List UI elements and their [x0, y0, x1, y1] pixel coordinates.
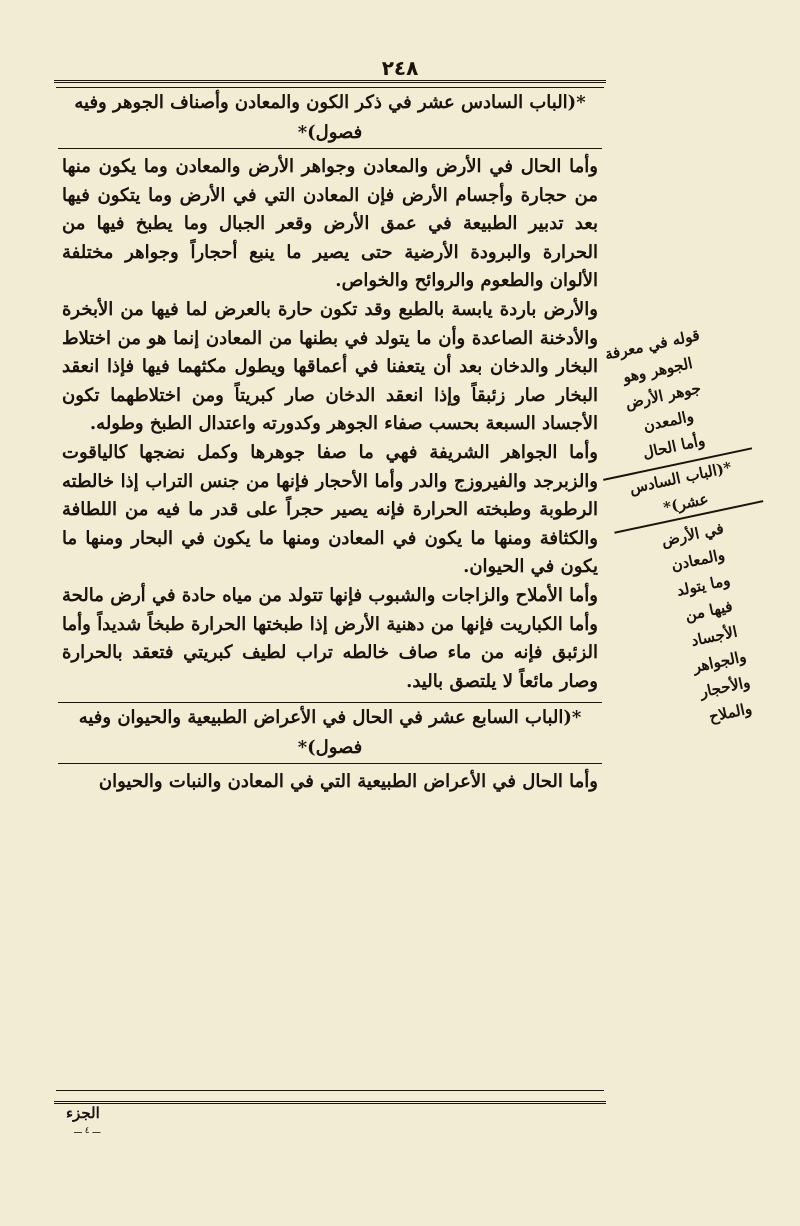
margin-line: والجواهر — [691, 647, 748, 677]
paragraph: وأما الجواهر الشريفة فهي ما صفا جوهرها وكمل نضجها كالياقوت والزبرجد والفيروزج والدر وأما الأحجار فإنها من جنس التراب إذا خالطته الرطوبة وطبخته الحرارة فإنه يصير حجراً على قدر ما فيه من اللطافة والكثافة ومنها ما يكون في المعادن ومنها ما يكون في البحار ومنها ما يكون في الحيوان. — [62, 441, 598, 578]
main-text — [62, 88, 598, 1088]
margin-line: وما يتولد — [675, 570, 732, 600]
margin-line: وأما الحال — [641, 431, 707, 462]
paragraph: وأما الأملاح والزاجات والشبوب فإنها تتولد من مياه حادة في أرض مالحة وأما الكباريت فإنها من دهنية الأرض إذا طبختها الحرارة طبخاً شديداً وأما الزئبق فإنه من ماء صاف خالطه تراب لطيف كبريتي فتعقد بالحرارة وصار مائعاً لا يلتصق باليد. — [62, 584, 598, 692]
margin-line: الجوهر وهو — [621, 354, 694, 387]
margin-line: جوهر الأرض — [623, 378, 703, 413]
paragraph: والأرض باردة يابسة بالطبع وقد تكون حارة بالعرض لما فيها من الأبخرة والأدخنة الصاعدة وأن ما يتولد في بطنها من المعادن إنما هو من اختلاط البخار والدخان بعد أن يتعفنا في أعماقها ويطول مكثهما فيها فإذا انعقد البخار صار زئبقاً وإذا انعقد الدخان صار كبريتاً ومن اختلاطهما تكون الأجساد السبعة بحسب صفاء الجوهر وكدورته واعتدال الطبخ وطوله. — [62, 298, 598, 435]
margin-line: قوله في معرفة — [603, 325, 702, 364]
margin-line: والمعدن — [641, 406, 696, 436]
frame-rule-bottom — [56, 1090, 604, 1091]
margin-line: فيها من — [683, 597, 735, 625]
margin-line: والمعادن — [669, 545, 727, 575]
chapter-heading: *(الباب السادس عشر في ذكر الكون والمعادن وأصناف الجوهر وفيه فصول)* — [58, 88, 602, 149]
margin-line: والملاح — [707, 699, 754, 726]
chapter-heading: *(الباب السابع عشر في الحال في الأعراض الطبيعية والحيوان وفيه فصول)* — [58, 702, 602, 764]
margin-line: في الأرض — [659, 519, 726, 550]
closing-line: وأما الحال في الأعراض الطبيعية التي في المعادن والنبات والحيوان — [98, 771, 598, 793]
paragraph: وأما الحال في الأرض والمعادن وجواهر الأرض والمعادن وما يكون منها من حجارة وأجسام الأرض فإن المعادن التي في الأرض وما يتكون فيها بعد تدبير الطبيعة في عمق الأرض وقعر الجبال وما يطبخ فيها من الحرارة والبرودة الأرضية حتى يصير ما ينبع أحجاراً وجواهر مختلفة الألوان والطعوم والروائح والخواص. — [62, 156, 598, 292]
footer-signature: ـــ ٤ ـــ — [74, 1126, 101, 1136]
footer-catchword: الجزء — [66, 1104, 100, 1122]
margin-note — [575, 316, 800, 726]
margin-line: والأحجار — [698, 673, 752, 702]
margin-heading: *(الباب السادس عشر)* — [603, 447, 763, 533]
page-number: ٢٤٨ — [381, 56, 419, 80]
margin-line: الأجساد — [689, 622, 739, 650]
